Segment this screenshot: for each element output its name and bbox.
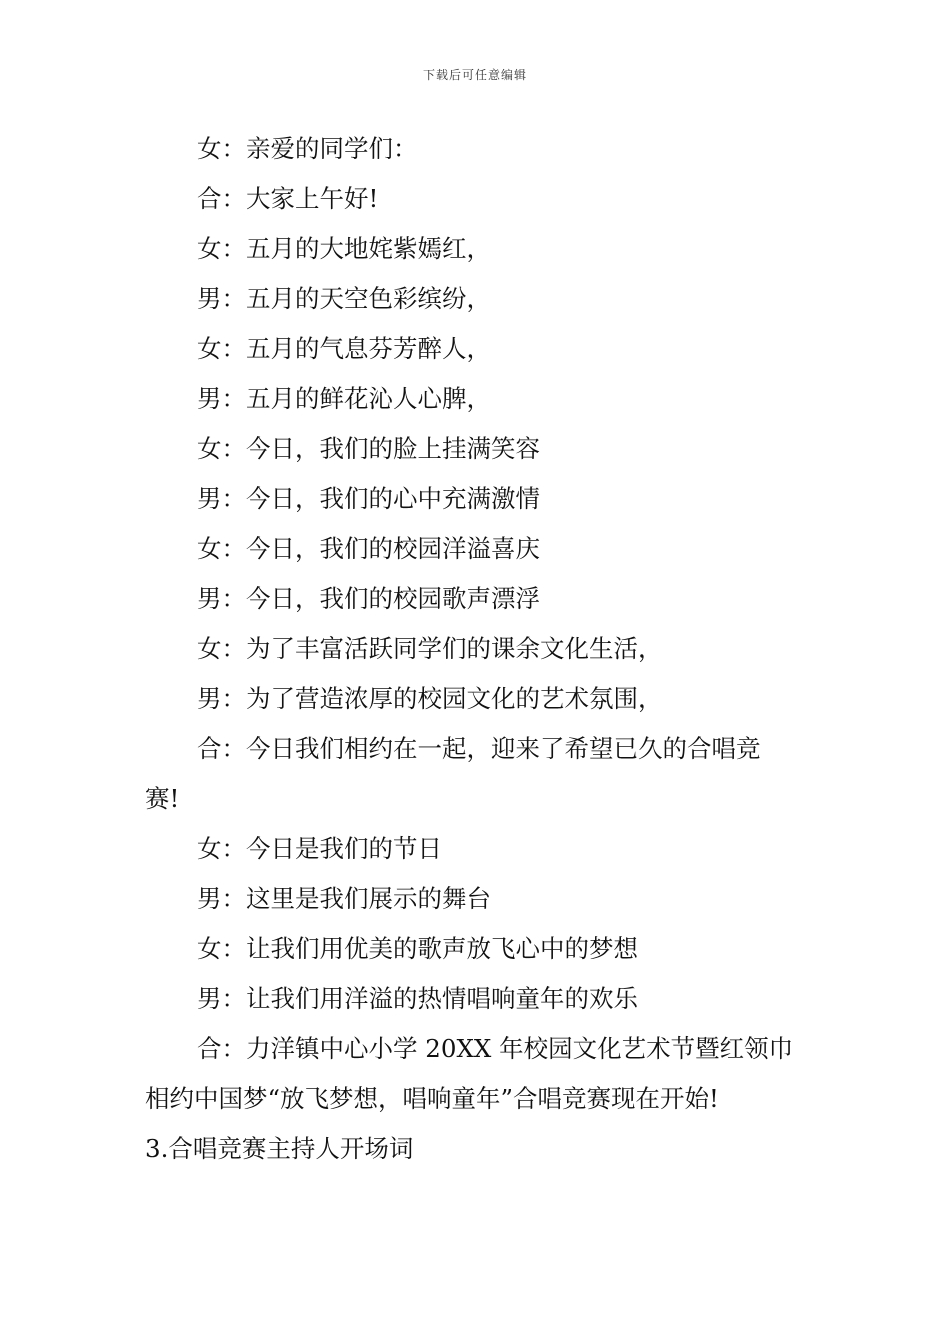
dialogue-line: 男：这里是我们展示的舞台 xyxy=(197,884,491,913)
dialogue-line-continuation: 相约中国梦“放飞梦想，唱响童年”合唱竞赛现在开始! xyxy=(145,1084,719,1113)
section-heading: 3.合唱竞赛主持人开场词 xyxy=(145,1134,414,1163)
document-body xyxy=(145,124,810,1174)
dialogue-line: 男：今日，我们的校园歌声漂浮 xyxy=(197,584,540,613)
dialogue-line: 合：大家上午好! xyxy=(197,184,379,213)
dialogue-line: 女：今日，我们的校园洋溢喜庆 xyxy=(197,534,540,563)
dialogue-line: 合：今日我们相约在一起，迎来了希望已久的合唱竞 xyxy=(197,734,761,763)
dialogue-line: 男：五月的鲜花沁人心脾， xyxy=(197,384,491,413)
dialogue-line: 女：五月的大地姹紫嫣红， xyxy=(197,234,491,263)
dialogue-line: 女：亲爱的同学们： xyxy=(197,134,418,163)
dialogue-line: 男：五月的天空色彩缤纷， xyxy=(197,284,491,313)
dialogue-line: 女：为了丰富活跃同学们的课余文化生活， xyxy=(197,634,663,663)
dialogue-line: 男：让我们用洋溢的热情唱响童年的欢乐 xyxy=(197,984,638,1013)
dialogue-line: 男：为了营造浓厚的校园文化的艺术氛围， xyxy=(197,684,663,713)
dialogue-line: 女：今日，我们的脸上挂满笑容 xyxy=(197,434,540,463)
dialogue-line: 合：力洋镇中心小学 20XX 年校园文化艺术节暨红领巾 xyxy=(197,1034,794,1063)
dialogue-line: 女：让我们用优美的歌声放飞心中的梦想 xyxy=(197,934,638,963)
dialogue-line-continuation: 赛! xyxy=(145,784,180,813)
header-note: 下载后可任意编辑 xyxy=(422,68,527,82)
dialogue-line: 男：今日，我们的心中充满激情 xyxy=(197,484,540,513)
dialogue-line: 女：今日是我们的节日 xyxy=(197,834,442,863)
dialogue-line: 女：五月的气息芬芳醉人， xyxy=(197,334,491,363)
